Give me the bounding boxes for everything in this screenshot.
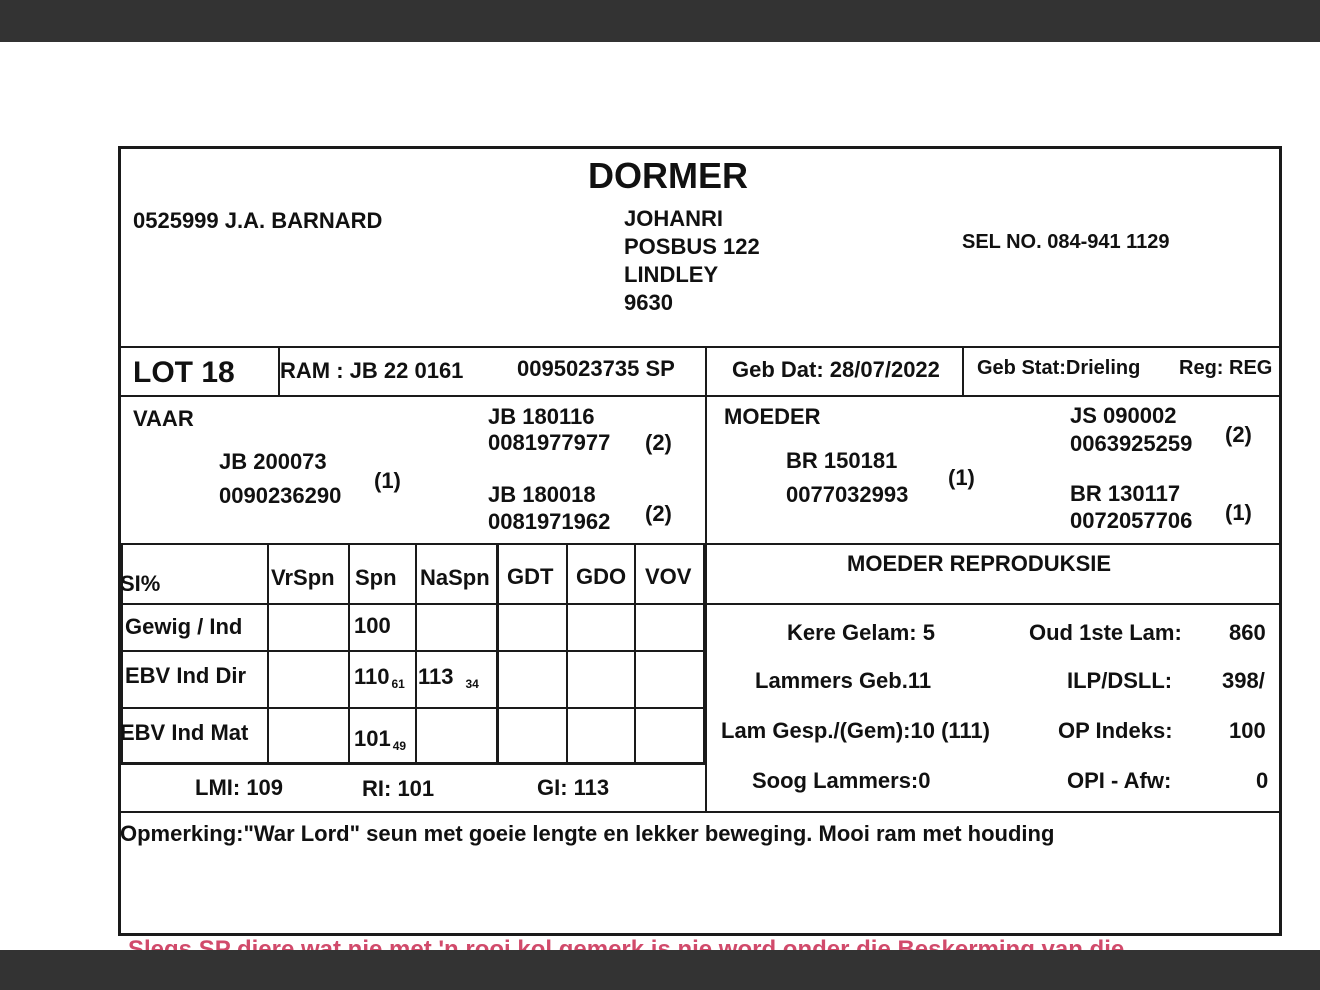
dam-sire-note: (2) [1225, 422, 1252, 447]
rule-perf-bottom [118, 762, 706, 765]
sire-tag: JB 200073 [219, 449, 327, 474]
cell-number: SEL NO. 084-941 1129 [962, 231, 1170, 253]
opi-afw-value: 0 [1256, 768, 1269, 793]
row-ebv-dir-spn: 110 $_{61}$ [354, 664, 405, 691]
soog-lammers: Soog Lammers:0 [752, 768, 931, 793]
rule-lot [118, 395, 1282, 397]
rule-col5 [566, 543, 568, 763]
rule-col4 [496, 543, 499, 764]
rule-col1 [267, 543, 269, 763]
address-line-1: JOHANRI [624, 206, 724, 231]
document-title: DORMER [588, 155, 748, 196]
row-label-ebv-mat: EBV Ind Mat [120, 720, 249, 745]
lmi-index: LMI: 109 [195, 775, 284, 800]
row-label-ebv-dir: EBV Ind Dir [125, 663, 247, 688]
rule-col7 [703, 543, 706, 764]
lammers-geb: Lammers Geb.11 [755, 668, 932, 693]
sire-note: (1) [374, 468, 401, 493]
sire-sire-note: (2) [645, 430, 672, 455]
rule-indices [118, 811, 1282, 813]
kere-gelam: Kere Gelam: 5 [787, 620, 935, 645]
rule-repro-title [706, 603, 1282, 605]
dam-dam-id: 0072057706 [1070, 508, 1193, 533]
rule-pedigree [118, 543, 1282, 545]
address-line-2: POSBUS 122 [624, 234, 760, 259]
bottom-bar [0, 950, 1320, 990]
lot-number: LOT 18 [133, 356, 235, 389]
sire-dam-tag: JB 180018 [488, 482, 596, 507]
sire-sire-tag: JB 180116 [488, 404, 595, 429]
row-label-gewig: Gewig / Ind [125, 614, 243, 639]
ram-tag: RAM : JB 22 0161 [280, 358, 464, 383]
frame-top [118, 146, 1282, 149]
top-bar [0, 0, 1320, 42]
dam-dam-note: (1) [1225, 500, 1252, 525]
opi-afw-label: OPI - Afw: [1067, 768, 1172, 793]
dam-id: 0077032993 [786, 482, 909, 507]
oud-1ste-lam-value: 860 [1229, 620, 1266, 645]
ram-id: 0095023735 SP [517, 356, 675, 381]
sire-dam-id: 0081971962 [488, 509, 611, 534]
dam-note: (1) [948, 465, 975, 490]
header-vrspn: VrSpn [271, 565, 335, 590]
sire-label: VAAR [133, 406, 194, 431]
rule-col2 [348, 543, 350, 763]
op-indeks-value: 100 [1229, 718, 1266, 743]
header-si: SI% [120, 571, 161, 596]
remark-text: Opmerking:"War Lord" seun met goeie lengte en lekker beweging. Mooi ram met houding [120, 821, 1055, 846]
sire-id: 0090236290 [219, 483, 342, 508]
rule-header [118, 346, 1282, 348]
ilp-dsll-value: 398/ [1222, 668, 1265, 693]
row-gewig-spn: 100 [354, 613, 391, 638]
breeder-name: 0525999 J.A. BARNARD [133, 208, 383, 233]
header-naspn: NaSpn [420, 565, 490, 590]
dam-sire-id: 0063925259 [1070, 431, 1193, 456]
dam-label: MOEDER [724, 404, 821, 429]
gi-index: GI: 113 [537, 775, 610, 800]
rule-perf-header [118, 603, 706, 605]
header-spn: Spn [355, 565, 397, 590]
frame-left [118, 146, 121, 936]
op-indeks-label: OP Indeks: [1058, 718, 1173, 743]
header-gdo: GDO [576, 564, 627, 589]
address-line-4: 9630 [624, 290, 673, 315]
header-gdt: GDT [507, 564, 554, 589]
rule-col6 [634, 543, 636, 763]
address-line-3: LINDLEY [624, 262, 719, 287]
rule-perf-row1 [118, 650, 706, 652]
sire-dam-note: (2) [645, 501, 672, 526]
repro-title: MOEDER REPRODUKSIE [847, 551, 1112, 576]
dam-dam-tag: BR 130117 [1070, 481, 1181, 506]
rule-stat-split [962, 346, 964, 396]
frame-right [1279, 146, 1282, 936]
sire-sire-id: 0081977977 [488, 430, 611, 455]
rule-perf-row2 [118, 707, 706, 709]
ilp-dsll-label: ILP/DSLL: [1067, 668, 1173, 693]
birth-date: Geb Dat: 28/07/2022 [732, 357, 940, 382]
registration: Reg: REG [1179, 357, 1273, 379]
birth-status: Geb Stat:Drieling [977, 357, 1141, 379]
dam-sire-tag: JS 090002 [1070, 403, 1177, 428]
rule-col3 [415, 543, 417, 763]
dam-tag: BR 150181 [786, 448, 898, 473]
ri-index: RI: 101 [362, 776, 435, 801]
row-ebv-dir-naspn: 113 $_{34}$ [418, 664, 479, 691]
oud-1ste-lam-label: Oud 1ste Lam: [1029, 620, 1182, 645]
lam-gesp: Lam Gesp./(Gem):10 (111) [721, 718, 990, 743]
header-vov: VOV [645, 564, 692, 589]
row-ebv-mat-spn: 101 $_{49}$ [354, 726, 407, 753]
